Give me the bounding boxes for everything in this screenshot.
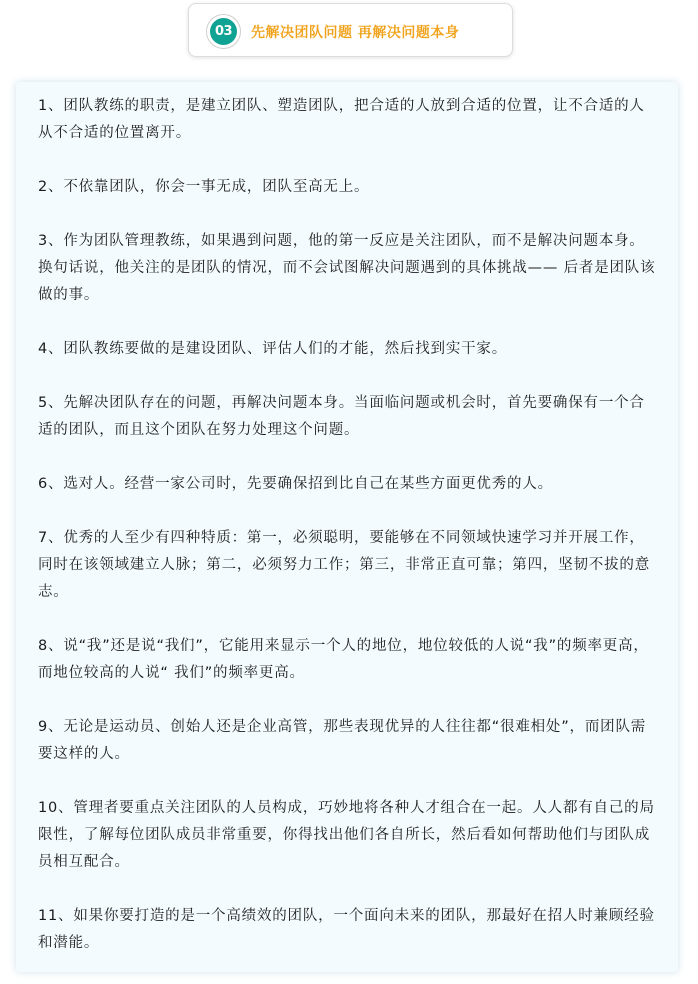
- principle-item-5: 5、先解决团队存在的问题，再解决问题本身。当面临问题或机会时，首先要确保有一个合适的团队，而且这个团队在努力处理这个问题。: [38, 395, 645, 438]
- principle-item-8: 8、说“我”还是说“我们”，它能用来显示一个人的地位，地位较低的人说“我”的频率更高，而地位较高的人说“ 我们”的频率更高。: [38, 638, 649, 681]
- principle-item-2: 2、不依靠团队，你会一事无成，团队至高无上。: [38, 179, 370, 195]
- section-number: 03: [210, 18, 237, 45]
- principle-item-10: 10、管理者要重点关注团队的人员构成，巧妙地将各种人才组合在一起。人人都有自己的局限性，了解每位团队成员非常重要，你得找出他们各自所长，然后看如何帮助他们与团队成员相互配合。: [38, 800, 655, 870]
- section-number-badge: [206, 14, 241, 49]
- principle-item-3: 3、作为团队管理教练，如果遇到问题，他的第一反应是关注团队，而不是解决问题本身。换句话说，他关注的是团队的情况，而不会试图解决问题遇到的具体挑战—— 后者是团队该做的事。: [38, 233, 656, 303]
- principle-item-7: 7、优秀的人至少有四种特质：第一，必须聪明，要能够在不同领域快速学习并开展工作，同时在该领域建立人脉；第二，必须努力工作；第三，非常正直可靠；第四，坚韧不拔的意志。: [38, 530, 650, 600]
- principle-item-9: 9、无论是运动员、创始人还是企业高管，那些表现优异的人往往都“很难相处”，而团队需要这样的人。: [38, 719, 647, 762]
- principle-item-6: 6、选对人。经营一家公司时，先要确保招到比自己在某些方面更优秀的人。: [38, 476, 553, 492]
- principle-item-1: 1、团队教练的职责，是建立团队、塑造团队，把合适的人放到合适的位置，让不合适的人从不合适的位置离开。: [38, 98, 645, 141]
- section-title: 先解决团队问题 再解决问题本身: [251, 25, 460, 41]
- principle-list: [38, 93, 656, 984]
- section-header: [188, 3, 513, 57]
- principle-item-11: 11、如果你要打造的是一个高绩效的团队，一个面向未来的团队，那最好在招人时兼顾经验和潜能。: [38, 908, 655, 951]
- principle-item-4: 4、团队教练要做的是建设团队、评估人们的才能，然后找到实干家。: [38, 341, 508, 357]
